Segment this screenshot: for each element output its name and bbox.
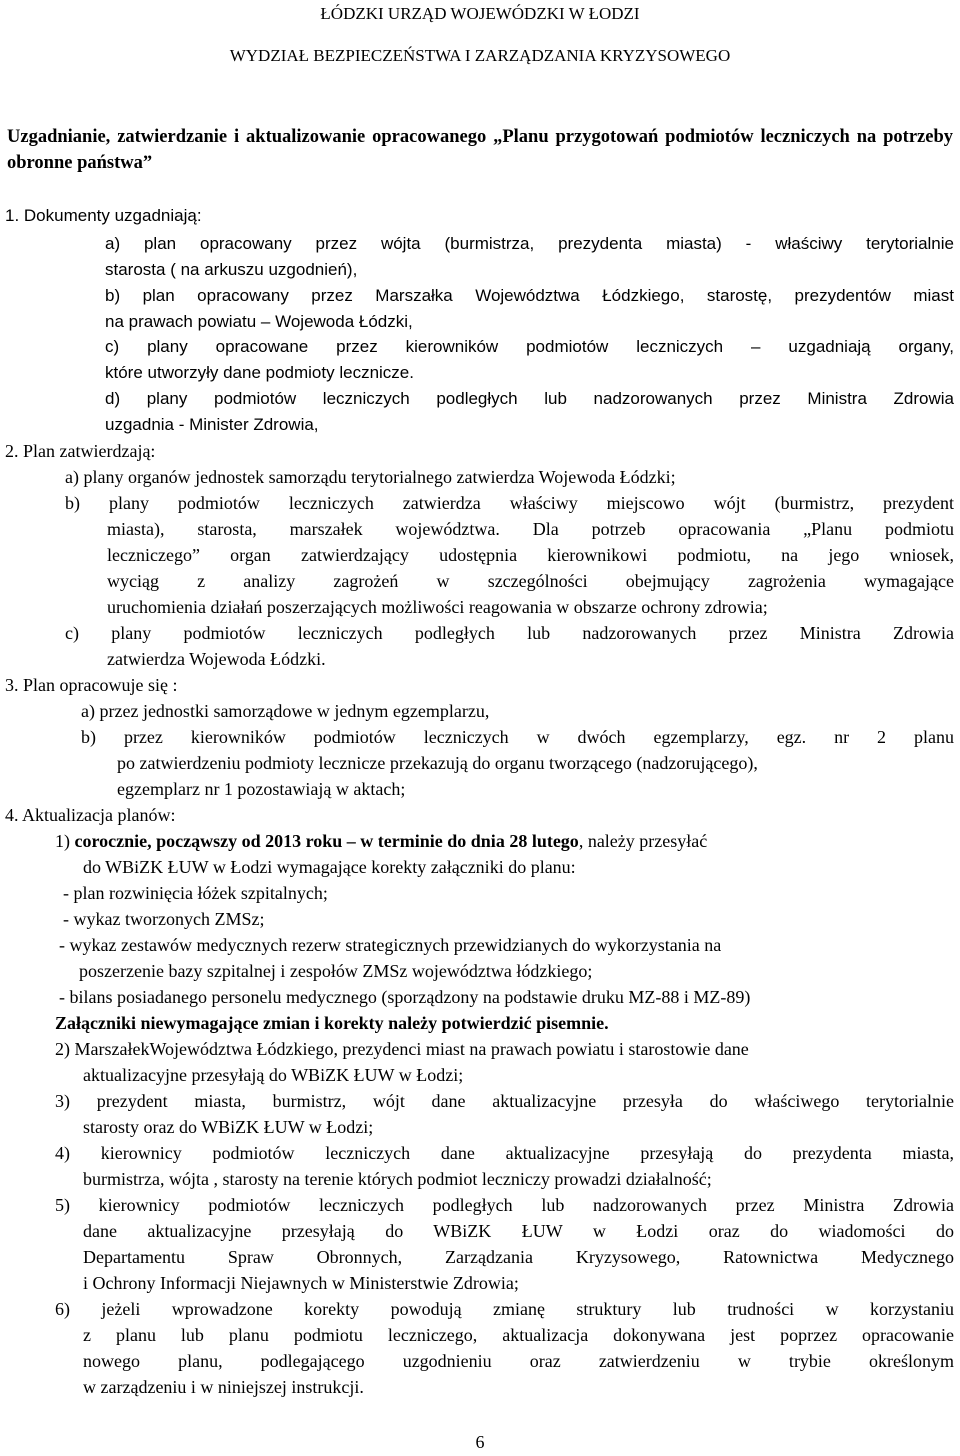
text-line: Departamentu Spraw Obronnych, Zarządzania Kryzysowego, Ratownictwa Medycznego (83, 1247, 954, 1267)
text-line: 4) kierownicy podmiotów leczniczych dane aktualizacyjne przesyłają do prezydenta miasta, (55, 1143, 954, 1163)
text-line: aktualizacyjne przesyłają do WBiZK ŁUW w Łodzi; (83, 1065, 464, 1085)
text-line: egzemplarz nr 1 pozostawiają w aktach; (117, 779, 406, 799)
text-line: a) przez jednostki samorządowe w jednym egzemplarzu, (81, 701, 490, 721)
text-line: starosty oraz do WBiZK ŁUW w Łodzi; (83, 1117, 374, 1137)
text-line: i Ochrony Informacji Niejawnych w Ministerstwie Zdrowia; (83, 1273, 519, 1293)
text-fragment: , należy przesyłać (578, 831, 708, 851)
text-line: poszerzenie bazy szpitalnej i zespołów ZMSz województwa łódzkiego; (79, 961, 593, 981)
department-header: WYDZIAŁ BEZPIECZEŃSTWA I ZARZĄDZANIA KRYZYSOWEGO (229, 46, 731, 65)
text-line: 2) MarszałekWojewództwa Łódzkiego, prezydenci miast na prawach powiatu i starostowie dane (55, 1039, 749, 1059)
text-line: c) plany podmiotów leczniczych podległych lub nadzorowanych przez Ministra Zdrowia (65, 623, 954, 643)
section-1-heading: 1. Dokumenty uzgadniają: (5, 206, 202, 225)
text-line: nowego planu, podlegającego uzgodnieniu oraz zatwierdzeniu w trybie określonym (83, 1351, 954, 1371)
deadline-emphasis: corocznie, począwszy od 2013 roku – w terminie do dnia 28 lutego (74, 831, 579, 851)
text-line: 3) prezydent miasta, burmistrz, wójt dane aktualizacyjne przesyła do właściwego terytorialnie (55, 1091, 954, 1111)
text-line: - plan rozwinięcia łóżek szpitalnych; (63, 883, 328, 903)
item-number: 1) (55, 831, 75, 851)
text-line: starosta ( na arkuszu uzgodnień), (105, 260, 358, 279)
text-line: z planu lub planu podmiotu leczniczego, aktualizacja dokonywana jest poprzez opracowanie (83, 1325, 954, 1345)
text-line: w zarządzeniu i w niniejszej instrukcji. (83, 1377, 364, 1397)
text-line: a) plany organów jednostek samorządu terytorialnego zatwierdza Wojewoda Łódzki; (65, 467, 676, 487)
text-line: burmistrza, wójta , starosty na terenie których podmiot leczniczy prowadzi działalność; (83, 1169, 712, 1189)
bold-note: Załączniki niewymagające zmian i korekty należy potwierdzić pisemnie. (55, 1013, 609, 1033)
text-line (55, 828, 707, 854)
text-line: po zatwierdzeniu podmioty lecznicze przekazują do organu tworzącego (nadzorującego), (117, 753, 758, 773)
text-line: miasta), starosta, marszałek województwa. Dla potrzeb opracowania „Planu podmiotu (107, 519, 954, 539)
text-line: które utworzyły dane podmioty lecznicze. (105, 363, 414, 382)
text-line: a) plan opracowany przez wójta (burmistrza, prezydenta miasta) - właściwy terytorialnie (105, 234, 954, 253)
text-line: do WBiZK ŁUW w Łodzi wymagające korekty załączniki do planu: (83, 857, 576, 877)
section-3-heading: 3. Plan opracowuje się : (5, 675, 178, 695)
text-line: b) przez kierowników podmiotów leczniczych w dwóch egzemplarzy, egz. nr 2 planu (81, 727, 954, 747)
text-line: uzgadnia - Minister Zdrowia, (105, 415, 319, 434)
text-line: b) plan opracowany przez Marszałka Województwa Łódzkiego, starostę, prezydentów miast (105, 286, 954, 305)
text-line: zatwierdza Wojewoda Łódzki. (107, 649, 326, 669)
text-line: - bilans posiadanego personelu medycznego (sporządzony na podstawie druku MZ-88 i MZ-89) (59, 987, 751, 1007)
document-title: Uzgadnianie, zatwierdzanie i aktualizowanie opracowanego „Planu przygotowań podmiotów leczniczych na potrzeby obronne państwa” (7, 127, 953, 173)
section-2-heading: 2. Plan zatwierdzają: (5, 441, 156, 461)
text-line: dane aktualizacyjne przesyłają do WBiZK ŁUW w Łodzi oraz do wiadomości do (83, 1221, 954, 1241)
text-line: d) plany podmiotów leczniczych podległych lub nadzorowanych przez Ministra Zdrowia (105, 389, 954, 408)
text-line: leczniczego” organ zatwierdzający udostępnia kierownikowi podmiotu, na jego wniosek, (107, 545, 954, 565)
text-line: b) plany podmiotów leczniczych zatwierdza właściwy miejscowo wójt (burmistrz, prezydent (65, 493, 954, 513)
text-line: c) plany opracowane przez kierowników podmiotów leczniczych – uzgadniają organy, (105, 337, 954, 356)
text-line: 5) kierownicy podmiotów leczniczych podległych lub nadzorowanych przez Ministra Zdrowia (55, 1195, 954, 1215)
text-line: - wykaz tworzonych ZMSz; (63, 909, 265, 929)
text-line: 6) jeżeli wprowadzone korekty powodują zmianę struktury lub trudności w korzystaniu (55, 1299, 954, 1319)
text-line: - wykaz zestawów medycznych rezerw strategicznych przewidzianych do wykorzystania na (59, 935, 722, 955)
office-header: ŁÓDZKI URZĄD WOJEWÓDZKI W ŁODZI (320, 4, 640, 23)
text-line: na prawach powiatu – Wojewoda Łódzki, (105, 312, 413, 331)
section-4-heading: 4. Aktualizacja planów: (5, 805, 176, 825)
text-line: uruchomienia działań poszerzających możliwości reagowania w obszarze ochrony zdrowia; (107, 597, 768, 617)
text-line: wyciąg z analizy zagrożeń w szczególności obejmujący zagrożenia wymagające (107, 571, 954, 591)
page-number: 6 (475, 1432, 485, 1452)
